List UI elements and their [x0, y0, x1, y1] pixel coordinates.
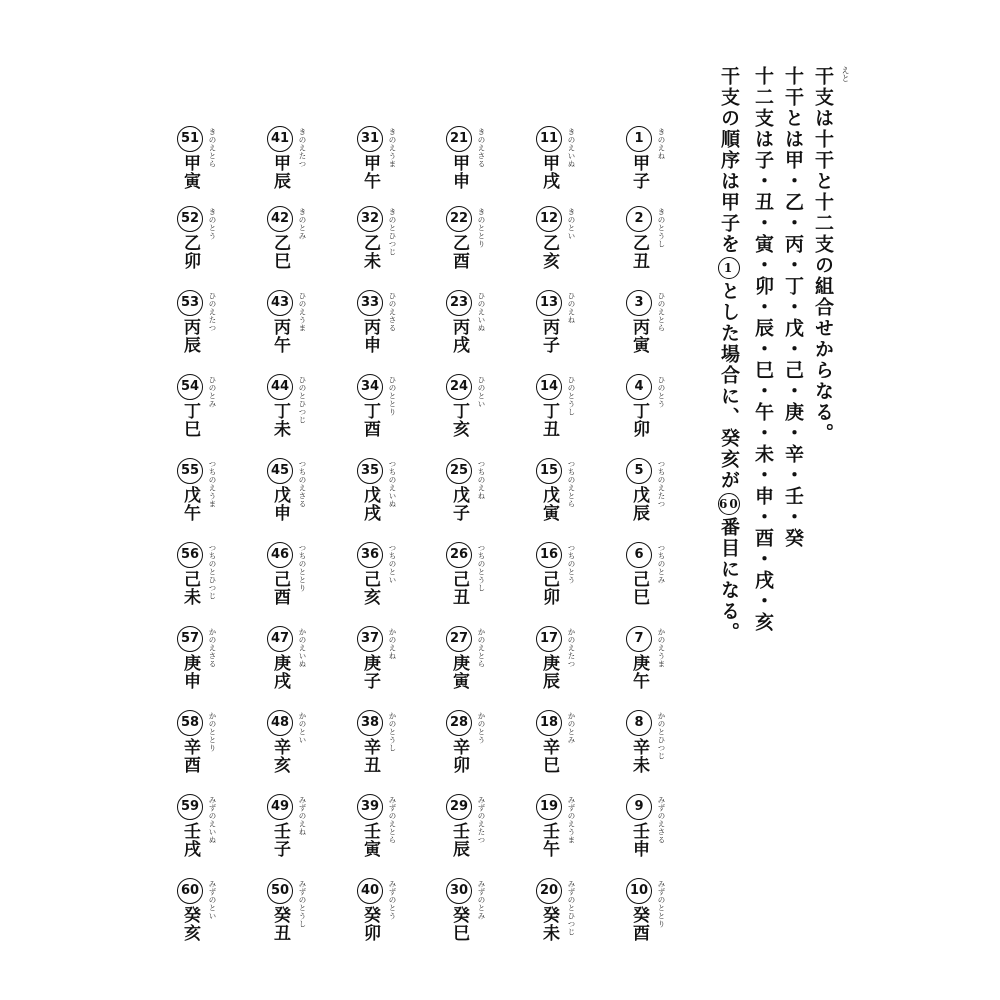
- kanshi-reading: ひのとみ: [208, 376, 217, 408]
- kanshi-name: 丙子: [539, 318, 559, 354]
- kanshi-item: [612, 788, 672, 868]
- kanshi-reading: ひのえうま: [298, 292, 307, 332]
- kanshi-item: [343, 788, 403, 868]
- kanshi-item: [163, 368, 223, 448]
- kanshi-circled-number: 39: [357, 794, 383, 820]
- kanshi-reading: ひのととり: [388, 376, 397, 416]
- kanshi-name: 癸丑: [270, 906, 290, 942]
- kanshi-item: [163, 200, 223, 280]
- kanshi-item: [432, 284, 492, 364]
- kanshi-item: [253, 368, 313, 448]
- kanshi-item: [253, 536, 313, 616]
- kanshi-circled-number: 22: [446, 206, 472, 232]
- kanshi-circled-number: 19: [536, 794, 562, 820]
- kanshi-reading: みずのとう: [388, 880, 397, 920]
- kanshi-circled-number: 1: [626, 126, 652, 152]
- kanshi-item: [343, 704, 403, 784]
- kanshi-name: 癸酉: [629, 906, 649, 942]
- kanshi-name: 癸未: [539, 906, 559, 942]
- kanshi-item: [253, 620, 313, 700]
- kanshi-reading: つちのとひつじ: [208, 544, 217, 600]
- kanshi-circled-number: 46: [267, 542, 293, 568]
- kanshi-item: [253, 704, 313, 784]
- kanshi-circled-number: 11: [536, 126, 562, 152]
- kanshi-reading: かのえたつ: [567, 628, 576, 668]
- intro-furigana: えと: [841, 66, 850, 82]
- kanshi-name: 丁酉: [360, 402, 380, 438]
- kanshi-item: [253, 120, 313, 200]
- kanshi-circled-number: 58: [177, 710, 203, 736]
- kanshi-circled-number: 2: [626, 206, 652, 232]
- kanshi-reading: かのとうし: [388, 712, 397, 752]
- kanshi-name: 乙丑: [629, 234, 649, 270]
- kanshi-item: [522, 452, 582, 532]
- kanshi-reading: つちのとい: [388, 544, 397, 584]
- kanshi-item: [343, 368, 403, 448]
- kanshi-item: [163, 704, 223, 784]
- kanshi-reading: きのえたつ: [298, 128, 307, 168]
- kanshi-name: 丙辰: [180, 318, 200, 354]
- kanshi-item: [253, 872, 313, 952]
- kanshi-circled-number: 18: [536, 710, 562, 736]
- kanshi-circled-number: 49: [267, 794, 293, 820]
- kanshi-item: [612, 368, 672, 448]
- kanshi-name: 戊申: [270, 486, 290, 522]
- kanshi-name: 辛巳: [539, 738, 559, 774]
- kanshi-reading: みずのえうま: [567, 796, 576, 844]
- kanshi-reading: きのとみ: [298, 208, 307, 240]
- kanshi-circled-number: 54: [177, 374, 203, 400]
- kanshi-circled-number: 35: [357, 458, 383, 484]
- kanshi-name: 壬戌: [180, 822, 200, 858]
- kanshi-name: 壬午: [539, 822, 559, 858]
- kanshi-reading: みずのとひつじ: [567, 880, 576, 936]
- kanshi-reading: みずのとみ: [477, 880, 486, 920]
- kanshi-item: [522, 872, 582, 952]
- kanshi-item: [163, 536, 223, 616]
- kanshi-item: [612, 200, 672, 280]
- kanshi-name: 戊寅: [539, 486, 559, 522]
- kanshi-item: [253, 452, 313, 532]
- kanshi-column: [612, 120, 672, 950]
- kanshi-item: [163, 284, 223, 364]
- kanshi-item: [432, 200, 492, 280]
- kanshi-circled-number: 57: [177, 626, 203, 652]
- kanshi-circled-number: 4: [626, 374, 652, 400]
- kanshi-name: 壬辰: [449, 822, 469, 858]
- kanshi-column: [163, 120, 223, 950]
- kanshi-item: [343, 120, 403, 200]
- kanshi-reading: つちのえたつ: [657, 460, 666, 508]
- kanshi-reading: かのととり: [208, 712, 217, 752]
- kanshi-circled-number: 34: [357, 374, 383, 400]
- kanshi-name: 壬寅: [360, 822, 380, 858]
- kanshi-circled-number: 38: [357, 710, 383, 736]
- kanshi-column: [432, 120, 492, 950]
- kanshi-name: 丙戌: [449, 318, 469, 354]
- kanshi-item: [343, 872, 403, 952]
- kanshi-name: 乙巳: [270, 234, 290, 270]
- kanshi-circled-number: 9: [626, 794, 652, 820]
- kanshi-item: [253, 200, 313, 280]
- kanshi-name: 戊戌: [360, 486, 380, 522]
- kanshi-name: 庚辰: [539, 654, 559, 690]
- kanshi-name: 己丑: [449, 570, 469, 606]
- kanshi-reading: ひのとひつじ: [298, 376, 307, 424]
- kanshi-name: 庚申: [180, 654, 200, 690]
- kanshi-circled-number: 15: [536, 458, 562, 484]
- kanshi-item: [253, 788, 313, 868]
- kanshi-name: 丁卯: [629, 402, 649, 438]
- intro-circled-number-60: 60: [718, 493, 740, 515]
- kanshi-reading: きのえいぬ: [567, 128, 576, 168]
- kanshi-name: 己未: [180, 570, 200, 606]
- kanshi-name: 丁巳: [180, 402, 200, 438]
- kanshi-circled-number: 48: [267, 710, 293, 736]
- kanshi-reading: みずのえさる: [657, 796, 666, 844]
- kanshi-circled-number: 44: [267, 374, 293, 400]
- kanshi-name: 乙亥: [539, 234, 559, 270]
- intro-line-2: 十干とは甲・乙・丙・丁・戊・己・庚・辛・壬・癸: [782, 66, 804, 549]
- kanshi-circled-number: 12: [536, 206, 562, 232]
- kanshi-reading: ひのえとら: [657, 292, 666, 332]
- kanshi-name: 辛酉: [180, 738, 200, 774]
- kanshi-circled-number: 27: [446, 626, 472, 652]
- kanshi-item: [343, 200, 403, 280]
- kanshi-item: [253, 284, 313, 364]
- kanshi-circled-number: 43: [267, 290, 293, 316]
- kanshi-item: [522, 120, 582, 200]
- kanshi-circled-number: 28: [446, 710, 472, 736]
- kanshi-name: 戊辰: [629, 486, 649, 522]
- kanshi-item: [432, 368, 492, 448]
- kanshi-name: 乙酉: [449, 234, 469, 270]
- kanshi-reading: つちのととり: [298, 544, 307, 592]
- kanshi-name: 丙申: [360, 318, 380, 354]
- kanshi-item: [522, 200, 582, 280]
- kanshi-reading: つちのえいぬ: [388, 460, 397, 508]
- kanshi-reading: つちのえさる: [298, 460, 307, 508]
- kanshi-column: [343, 120, 403, 950]
- kanshi-reading: みずのとうし: [298, 880, 307, 928]
- kanshi-reading: きのととり: [477, 208, 486, 248]
- kanshi-item: [432, 620, 492, 700]
- kanshi-name: 庚戌: [270, 654, 290, 690]
- intro-line-4: [718, 66, 740, 643]
- kanshi-reading: きのとう: [208, 208, 217, 240]
- kanshi-circled-number: 53: [177, 290, 203, 316]
- kanshi-circled-number: 23: [446, 290, 472, 316]
- kanshi-item: [522, 620, 582, 700]
- kanshi-name: 壬子: [270, 822, 290, 858]
- kanshi-name: 丁亥: [449, 402, 469, 438]
- kanshi-name: 辛丑: [360, 738, 380, 774]
- kanshi-circled-number: 51: [177, 126, 203, 152]
- kanshi-item: [612, 120, 672, 200]
- kanshi-reading: みずのえとら: [388, 796, 397, 844]
- kanshi-item: [432, 788, 492, 868]
- kanshi-circled-number: 37: [357, 626, 383, 652]
- kanshi-reading: ひのえいぬ: [477, 292, 486, 332]
- kanshi-circled-number: 3: [626, 290, 652, 316]
- kanshi-item: [612, 704, 672, 784]
- kanshi-reading: きのえさる: [477, 128, 486, 168]
- kanshi-item: [522, 368, 582, 448]
- kanshi-name: 丙寅: [629, 318, 649, 354]
- kanshi-item: [612, 284, 672, 364]
- kanshi-reading: つちのとうし: [477, 544, 486, 592]
- kanshi-circled-number: 56: [177, 542, 203, 568]
- kanshi-circled-number: 25: [446, 458, 472, 484]
- kanshi-name: 己亥: [360, 570, 380, 606]
- kanshi-name: 己卯: [539, 570, 559, 606]
- intro-line-1: 干支は十干と十二支の組合せからなる。: [812, 66, 834, 444]
- kanshi-circled-number: 52: [177, 206, 203, 232]
- kanshi-circled-number: 26: [446, 542, 472, 568]
- kanshi-circled-number: 14: [536, 374, 562, 400]
- kanshi-reading: ひのとう: [657, 376, 666, 408]
- kanshi-name: 甲辰: [270, 154, 290, 190]
- kanshi-reading: ひのえたつ: [208, 292, 217, 332]
- kanshi-circled-number: 5: [626, 458, 652, 484]
- kanshi-name: 己巳: [629, 570, 649, 606]
- kanshi-circled-number: 24: [446, 374, 472, 400]
- kanshi-reading: かのとみ: [567, 712, 576, 744]
- kanshi-item: [522, 704, 582, 784]
- kanshi-reading: つちのとう: [567, 544, 576, 584]
- kanshi-name: 壬申: [629, 822, 649, 858]
- kanshi-reading: きのえとら: [208, 128, 217, 168]
- kanshi-name: 甲申: [449, 154, 469, 190]
- kanshi-name: 辛卯: [449, 738, 469, 774]
- kanshi-circled-number: 30: [446, 878, 472, 904]
- intro-line-4-part-c: 番目になる。: [718, 517, 740, 643]
- kanshi-item: [163, 452, 223, 532]
- kanshi-name: 丁丑: [539, 402, 559, 438]
- kanshi-circled-number: 13: [536, 290, 562, 316]
- kanshi-reading: かのとひつじ: [657, 712, 666, 760]
- kanshi-circled-number: 47: [267, 626, 293, 652]
- kanshi-name: 辛亥: [270, 738, 290, 774]
- kanshi-reading: つちのえうま: [208, 460, 217, 508]
- kanshi-circled-number: 21: [446, 126, 472, 152]
- kanshi-name: 己酉: [270, 570, 290, 606]
- kanshi-item: [432, 120, 492, 200]
- kanshi-item: [432, 704, 492, 784]
- kanshi-name: 甲子: [629, 154, 649, 190]
- kanshi-circled-number: 29: [446, 794, 472, 820]
- kanshi-item: [163, 120, 223, 200]
- kanshi-name: 丙午: [270, 318, 290, 354]
- intro-line-3: 十二支は子・丑・寅・卯・辰・巳・午・未・申・酉・戌・亥: [752, 66, 774, 633]
- kanshi-reading: きのとうし: [657, 208, 666, 248]
- kanshi-circled-number: 32: [357, 206, 383, 232]
- kanshi-name: 辛未: [629, 738, 649, 774]
- kanshi-name: 癸亥: [180, 906, 200, 942]
- kanshi-reading: みずのえね: [298, 796, 307, 836]
- kanshi-name: 甲戌: [539, 154, 559, 190]
- kanshi-item: [432, 536, 492, 616]
- kanshi-reading: ひのえさる: [388, 292, 397, 332]
- kanshi-reading: きのえね: [657, 128, 666, 160]
- kanshi-name: 甲寅: [180, 154, 200, 190]
- kanshi-circled-number: 60: [177, 878, 203, 904]
- kanshi-name: 甲午: [360, 154, 380, 190]
- kanshi-reading: かのえいぬ: [298, 628, 307, 668]
- kanshi-item: [612, 620, 672, 700]
- kanshi-item: [343, 620, 403, 700]
- kanshi-name: 庚午: [629, 654, 649, 690]
- kanshi-name: 丁未: [270, 402, 290, 438]
- kanshi-circled-number: 10: [626, 878, 652, 904]
- kanshi-reading: かのえとら: [477, 628, 486, 668]
- kanshi-name: 庚寅: [449, 654, 469, 690]
- kanshi-reading: きのとい: [567, 208, 576, 240]
- kanshi-reading: かのとう: [477, 712, 486, 744]
- kanshi-item: [612, 452, 672, 532]
- kanshi-circled-number: 40: [357, 878, 383, 904]
- kanshi-name: 癸卯: [360, 906, 380, 942]
- kanshi-item: [343, 452, 403, 532]
- kanshi-item: [163, 872, 223, 952]
- kanshi-reading: みずのえたつ: [477, 796, 486, 844]
- kanshi-item: [163, 620, 223, 700]
- kanshi-circled-number: 41: [267, 126, 293, 152]
- kanshi-circled-number: 17: [536, 626, 562, 652]
- intro-line-4-part-b: とした場合に、癸亥が: [718, 281, 740, 491]
- kanshi-item: [522, 788, 582, 868]
- kanshi-circled-number: 31: [357, 126, 383, 152]
- kanshi-reading: かのえね: [388, 628, 397, 660]
- kanshi-circled-number: 20: [536, 878, 562, 904]
- kanshi-circled-number: 8: [626, 710, 652, 736]
- kanshi-column: [522, 120, 582, 950]
- kanshi-reading: かのえさる: [208, 628, 217, 668]
- kanshi-reading: かのとい: [298, 712, 307, 744]
- kanshi-item: [612, 872, 672, 952]
- kanshi-item: [612, 536, 672, 616]
- kanshi-circled-number: 59: [177, 794, 203, 820]
- kanshi-item: [432, 872, 492, 952]
- kanshi-circled-number: 7: [626, 626, 652, 652]
- kanshi-item: [522, 536, 582, 616]
- intro-line-4-part-a: 干支の順序は甲子を: [718, 66, 740, 255]
- kanshi-column: [253, 120, 313, 950]
- kanshi-reading: つちのえとら: [567, 460, 576, 508]
- kanshi-name: 戊子: [449, 486, 469, 522]
- kanshi-reading: みずのとい: [208, 880, 217, 920]
- kanshi-reading: ひのえね: [567, 292, 576, 324]
- kanshi-name: 戊午: [180, 486, 200, 522]
- kanshi-reading: かのえうま: [657, 628, 666, 668]
- kanshi-name: 乙卯: [180, 234, 200, 270]
- kanshi-name: 癸巳: [449, 906, 469, 942]
- kanshi-reading: きのとひつじ: [388, 208, 397, 256]
- kanshi-circled-number: 33: [357, 290, 383, 316]
- kanshi-circled-number: 55: [177, 458, 203, 484]
- kanshi-circled-number: 36: [357, 542, 383, 568]
- kanshi-name: 乙未: [360, 234, 380, 270]
- kanshi-circled-number: 6: [626, 542, 652, 568]
- kanshi-reading: つちのえね: [477, 460, 486, 500]
- kanshi-reading: ひのとうし: [567, 376, 576, 416]
- kanshi-circled-number: 50: [267, 878, 293, 904]
- intro-circled-number-1: 1: [718, 257, 740, 279]
- kanshi-item: [432, 452, 492, 532]
- kanshi-item: [522, 284, 582, 364]
- kanshi-reading: つちのとみ: [657, 544, 666, 584]
- kanshi-circled-number: 16: [536, 542, 562, 568]
- kanshi-name: 庚子: [360, 654, 380, 690]
- kanshi-item: [163, 788, 223, 868]
- kanshi-reading: みずのととり: [657, 880, 666, 928]
- kanshi-circled-number: 42: [267, 206, 293, 232]
- kanshi-item: [343, 536, 403, 616]
- kanshi-circled-number: 45: [267, 458, 293, 484]
- kanshi-reading: ひのとい: [477, 376, 486, 408]
- kanshi-item: [343, 284, 403, 364]
- kanshi-reading: きのえうま: [388, 128, 397, 168]
- kanshi-reading: みずのえいぬ: [208, 796, 217, 844]
